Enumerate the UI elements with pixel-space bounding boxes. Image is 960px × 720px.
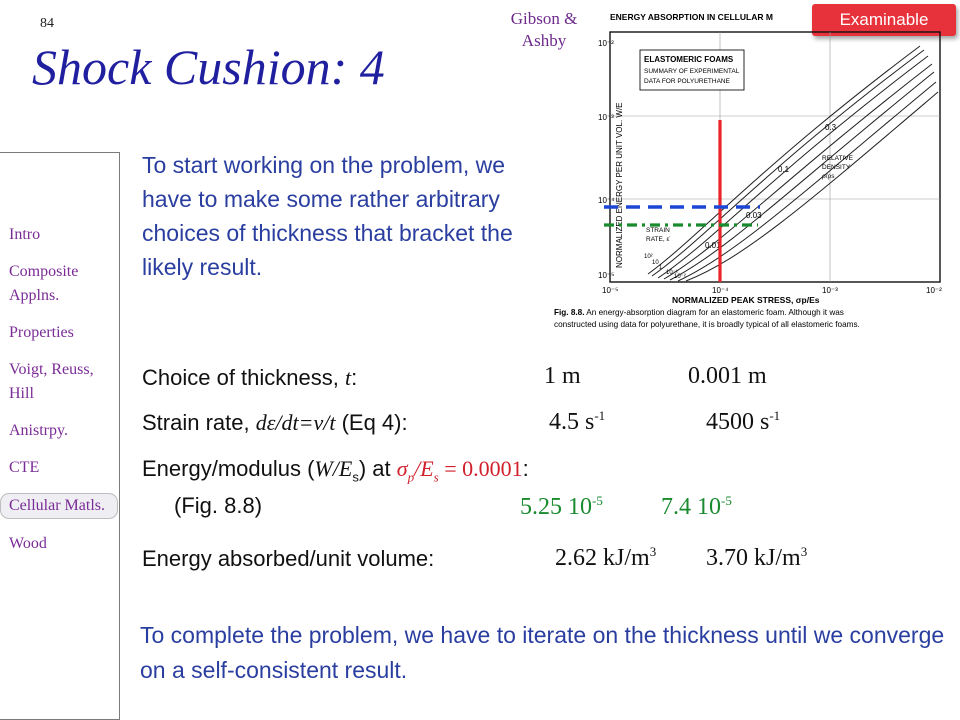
absorbed-value-1 — [555, 544, 656, 572]
fig-ref-value-1 — [520, 493, 603, 521]
energy-label: Energy/modulus ( — [142, 456, 315, 481]
fig-exp-2: -5 — [721, 493, 732, 508]
y-tick-1: 10⁻² — [598, 39, 614, 48]
energy-sub: s — [352, 469, 359, 485]
abs-v2: 3.70 kJ/m — [706, 545, 801, 571]
strain-value-3: 1 — [659, 265, 663, 271]
strain-v1: 4.5 s — [549, 409, 595, 435]
abs-exp-1: 3 — [649, 544, 657, 559]
sigma-sub: p — [407, 469, 415, 485]
fig-v2: 7.4 10 — [661, 494, 721, 520]
x-tick-2: 10⁻⁴ — [712, 286, 729, 295]
stress-rest: /E — [414, 456, 434, 481]
x-axis-label: NORMALIZED PEAK STRESS, σp/Es — [672, 295, 820, 305]
sigma-symbol — [396, 456, 439, 485]
figure-svg — [540, 6, 950, 340]
strain-v2: 4500 s — [706, 409, 770, 435]
density-caption-1: RELATIVE — [822, 155, 853, 162]
density-caption-3: ρ/ρs — [822, 173, 835, 180]
y-tick-3: 10⁻⁴ — [598, 196, 615, 205]
fig-ref-value-2 — [661, 493, 732, 521]
density-0-01: 0.01 — [705, 241, 721, 250]
sidebar-item-0[interactable]: Intro — [9, 226, 41, 243]
strain-value-1 — [549, 408, 605, 436]
intro-paragraph: To start working on the problem, we have to make some rather arbitrary choices of thickness that bracket the likely result. — [142, 152, 513, 280]
sidebar-item-7[interactable]: Wood — [9, 535, 47, 552]
fig-ref-label: (Fig. 8.8) — [174, 493, 263, 518]
figure-caption-line1: Fig. 8.8. An energy-absorption diagram for an elastomeric foam. Although it was — [554, 308, 844, 317]
strain-caption-2: RATE, ε̇ — [646, 236, 670, 243]
stress-eq: = 0.0001 — [438, 456, 523, 481]
strain-expr: dε/dt=v/t — [255, 410, 336, 435]
credit-line-1: Gibson & — [510, 9, 578, 28]
abs-v1: 2.62 kJ/m — [555, 545, 650, 571]
density-0-3: 0.3 — [825, 123, 837, 132]
thickness-value-1: 1 m — [544, 363, 581, 389]
fig-v1: 5.25 10 — [520, 494, 592, 520]
sidebar-item-4[interactable]: Anistrpy. — [9, 422, 68, 439]
figure-heading: ENERGY ABSORPTION IN CELLULAR M — [610, 12, 773, 22]
density-0-1: 0.1 — [778, 165, 790, 174]
sidebar-nav — [0, 152, 120, 720]
thickness-value-2: 0.001 m — [688, 363, 767, 389]
row-energy-modulus — [142, 456, 529, 485]
absorbed-label: Energy absorbed/unit volume: — [142, 546, 435, 571]
strain-value-1: 10² — [644, 254, 653, 260]
fig-exp-1: -5 — [592, 493, 603, 508]
legend-sub2: DATA FOR POLYURETHANE — [644, 78, 730, 85]
page-title: Shock Cushion: 4 — [32, 39, 385, 95]
strain-ref: (Eq 4): — [335, 410, 408, 435]
sidebar-item-3[interactable]: Voigt, Reuss, Hill — [9, 361, 94, 402]
x-tick-1: 10⁻⁵ — [602, 286, 619, 295]
strain-exp-2: -1 — [769, 408, 781, 423]
strain-value-2 — [706, 408, 780, 436]
energy-absorption-figure — [540, 6, 950, 340]
strain-value-5: 10⁻² — [674, 274, 686, 280]
density-caption-2: DENSITY — [822, 164, 851, 171]
energy-mid: ) at — [358, 456, 397, 481]
legend-sub1: SUMMARY OF EXPERIMENTAL — [644, 68, 740, 75]
conclusion-paragraph: To complete the problem, we have to iterate on the thickness until we converge on a self-consistent result. — [140, 622, 945, 683]
thickness-var: t — [344, 365, 352, 390]
row-strain-rate — [142, 410, 408, 436]
energy-end: : — [522, 456, 529, 481]
sidebar-item-1[interactable]: Composite Applns. — [9, 263, 79, 304]
strain-caption-1: STRAIN — [646, 227, 670, 234]
abs-exp-2: 3 — [800, 544, 808, 559]
sidebar-item-5[interactable]: CTE — [9, 459, 40, 476]
thickness-colon: : — [351, 365, 358, 390]
x-tick-3: 10⁻³ — [822, 286, 838, 295]
stress-rest-sub: s — [433, 469, 439, 485]
row-thickness — [142, 365, 357, 391]
legend-title: ELASTOMERIC FOAMS — [644, 55, 734, 64]
y-tick-2: 10⁻³ — [598, 113, 614, 122]
x-tick-4: 10⁻² — [926, 286, 942, 295]
thickness-label: Choice of thickness, — [142, 365, 345, 390]
sidebar-item-2[interactable]: Properties — [9, 324, 74, 341]
strain-value-4: 10⁻¹ — [666, 270, 678, 276]
sigma-char: σ — [396, 456, 408, 481]
y-tick-4: 10⁻⁵ — [598, 271, 615, 280]
strain-exp-1: -1 — [594, 408, 606, 423]
energy-var: W/E — [314, 456, 353, 481]
sidebar-item-6[interactable]: Cellular Matls. — [0, 493, 118, 519]
absorbed-value-2 — [706, 544, 807, 572]
strain-label: Strain rate, — [142, 410, 256, 435]
slide-number: 84 — [40, 16, 54, 31]
sidebar-list — [0, 223, 118, 569]
y-axis-label: NORMALIZED ENERGY PER UNIT VOL. W/E — [615, 102, 624, 268]
examinable-badge[interactable]: Examinable — [812, 4, 956, 36]
credit-line-2: Ashby — [521, 31, 567, 50]
figure-caption-line2: constructed using data for polyurethane, it is broadly typical of all elastomeric foams. — [554, 320, 860, 329]
strain-value-2: 10 — [652, 260, 659, 266]
density-0-03: 0.03 — [746, 211, 762, 220]
